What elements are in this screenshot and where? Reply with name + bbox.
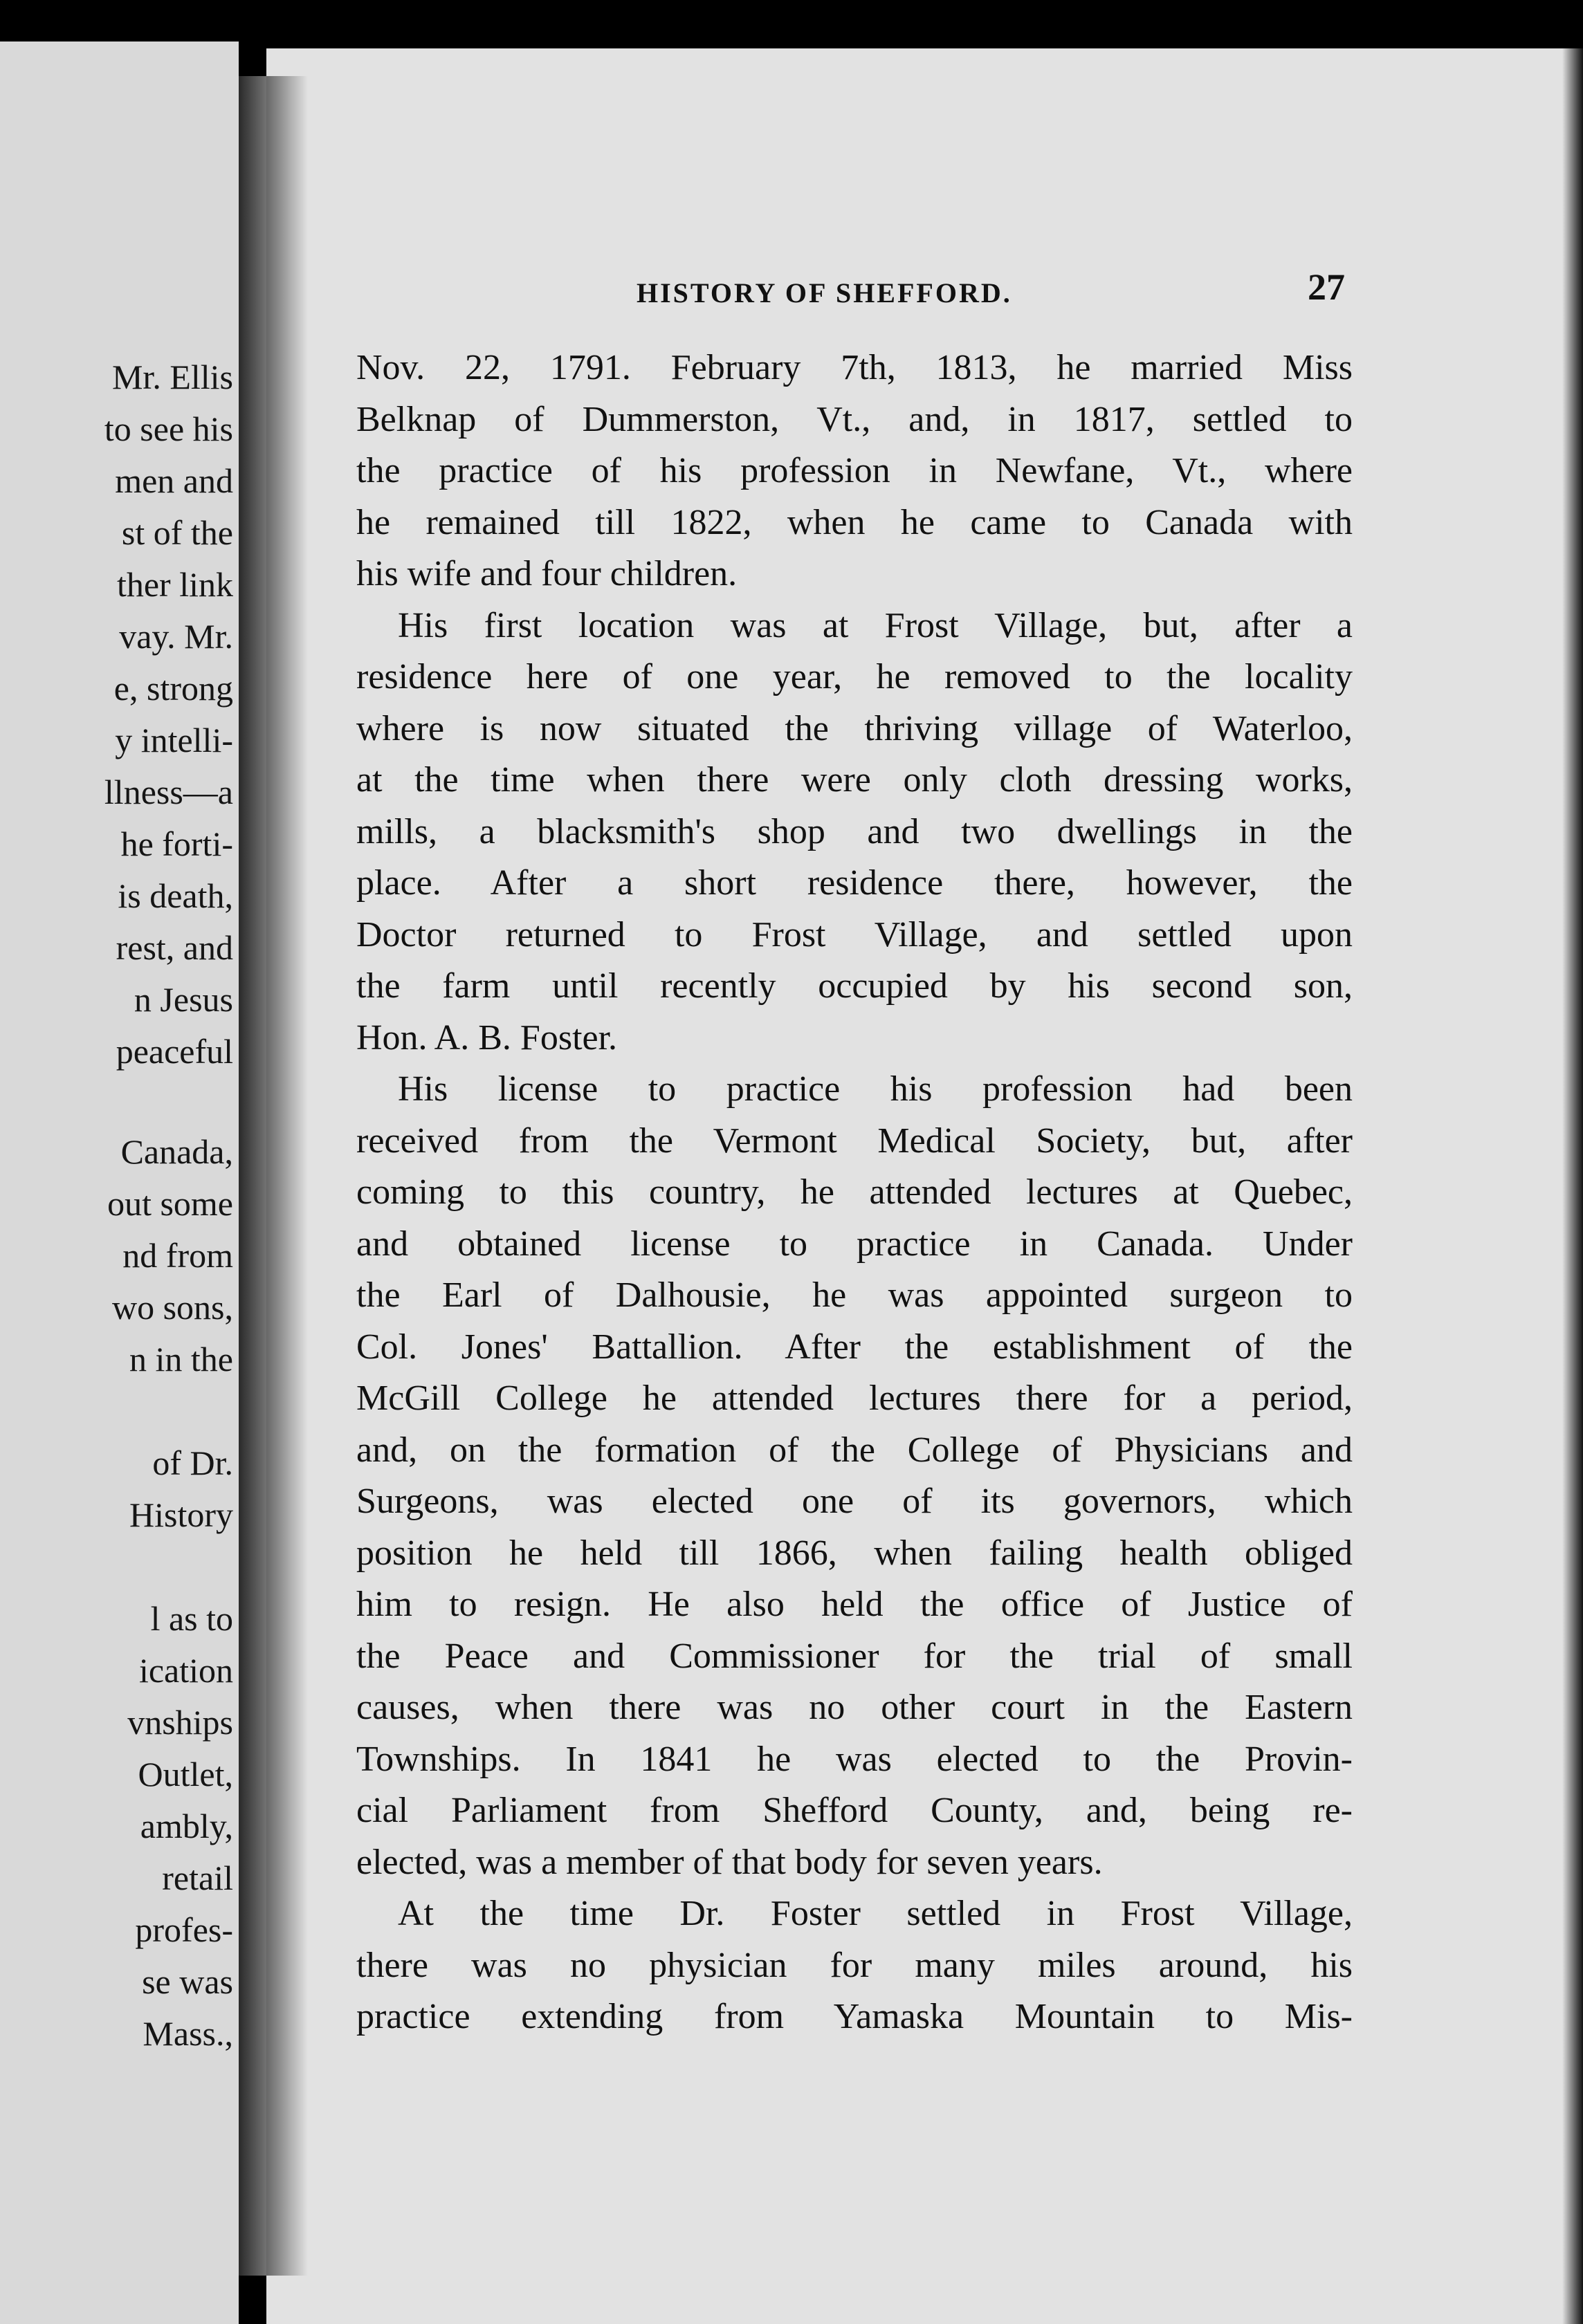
left-page-fragment: se was	[142, 1962, 233, 2001]
text-line: and obtained license to practice in Canada. Under	[356, 1224, 1353, 1264]
text-line: At the time Dr. Foster settled in Frost Village,	[398, 1894, 1353, 1933]
text-line: cial Parliament from Shefford County, and, being re-	[356, 1791, 1353, 1830]
text-line: he remained till 1822, when he came to Canada with	[356, 502, 1353, 542]
page-fold-shadow	[266, 76, 308, 2276]
left-page-fragment: to see his	[104, 409, 233, 448]
text-line: Col. Jones' Battallion. After the establishment of the	[356, 1327, 1353, 1367]
left-page-fragment: retail	[162, 1859, 233, 1897]
left-page-fragment: men and	[115, 461, 233, 500]
left-page-fragment: Canada,	[120, 1132, 233, 1171]
text-line: place. After a short residence there, however, the	[356, 863, 1353, 903]
left-page-fragment: Outlet,	[138, 1755, 233, 1793]
left-page-fragment: History	[129, 1495, 233, 1534]
left-page-fragment: st of the	[121, 513, 233, 552]
text-line: Townships. In 1841 he was elected to the Provin-	[356, 1739, 1353, 1779]
left-page-fragment: profes-	[135, 1910, 233, 1949]
left-page-fragment: out some	[107, 1184, 233, 1223]
body-text	[356, 342, 1353, 2043]
text-line: McGill College he attended lectures there for a period,	[356, 1378, 1353, 1418]
left-page-fragment: y intelli-	[115, 721, 233, 759]
text-line: Belknap of Dummerston, Vt., and, in 1817, settled to	[356, 399, 1353, 439]
text-line: him to resign. He also held the office of Justice of	[356, 1585, 1353, 1624]
text-line: Nov. 22, 1791. February 7th, 1813, he married Miss	[356, 348, 1353, 387]
text-line: His license to practice his profession had been	[398, 1069, 1353, 1109]
left-page-fragment: n Jesus	[134, 980, 233, 1019]
left-page-fragment: vay. Mr.	[119, 617, 233, 656]
text-line: residence here of one year, he removed to the locality	[356, 657, 1353, 697]
page-number: 27	[1308, 266, 1345, 308]
left-facing-page	[0, 42, 239, 2324]
text-line: the farm until recently occupied by his second son,	[356, 966, 1353, 1006]
left-page-fragment: e, strong	[113, 669, 233, 708]
text-line: the Earl of Dalhousie, he was appointed surgeon to	[356, 1275, 1353, 1315]
left-page-fragment: nd from	[122, 1236, 233, 1275]
text-line: at the time when there were only cloth dressing works,	[356, 760, 1353, 800]
left-page-fragment: n in the	[129, 1340, 233, 1378]
left-page-fragment: peaceful	[116, 1032, 233, 1071]
text-line: practice extending from Yamaska Mountain to Mis-	[356, 1997, 1353, 2036]
text-line: Hon. A. B. Foster.	[356, 1017, 618, 1058]
left-page-fragment: ication	[138, 1651, 233, 1690]
left-page-fragment: vnships	[127, 1703, 233, 1742]
running-head: HISTORY OF SHEFFORD.	[637, 277, 1012, 308]
left-page-fragment: l as to	[150, 1599, 233, 1638]
left-page-fragment: Mr. Ellis	[111, 358, 233, 396]
left-page-fragment: wo sons,	[111, 1288, 233, 1327]
text-line: coming to this country, he attended lectures at Quebec,	[356, 1172, 1353, 1212]
left-page-fragment: he forti-	[120, 824, 233, 863]
text-line: received from the Vermont Medical Society, but, after	[356, 1120, 1353, 1161]
text-line: there was no physician for many miles around, his	[356, 1945, 1353, 1985]
text-line: Surgeons, was elected one of its governors, which	[356, 1482, 1353, 1521]
text-line: the Peace and Commissioner for the trial of small	[356, 1636, 1353, 1676]
text-line: causes, when there was no other court in the Eastern	[356, 1688, 1353, 1727]
text-line: and, on the formation of the College of Physicians and	[356, 1430, 1353, 1470]
left-page-fragment: of Dr.	[152, 1444, 233, 1482]
page-edge-shadow	[1562, 48, 1583, 2324]
text-line: the practice of his profession in Newfane, Vt., where	[356, 451, 1353, 490]
left-page-fragment: Mass.,	[143, 2014, 233, 2053]
text-line: position he held till 1866, when failing health obliged	[356, 1533, 1353, 1573]
text-line: elected, was a member of that body for seven years.	[356, 1842, 1103, 1882]
text-line: mills, a blacksmith's shop and two dwellings in the	[356, 811, 1353, 851]
left-page-fragment: is death,	[118, 876, 233, 915]
left-page-fragment: rest, and	[116, 928, 233, 967]
text-line: His first location was at Frost Village, but, after a	[398, 605, 1353, 645]
left-page-fragment: llness—a	[104, 773, 233, 811]
left-page-fragment: ambly,	[140, 1807, 233, 1845]
text-line: where is now situated the thriving village of Waterloo,	[356, 708, 1353, 748]
text-line: his wife and four children.	[356, 554, 738, 593]
left-page-fragment: ther link	[116, 565, 233, 604]
text-line: Doctor returned to Frost Village, and settled upon	[356, 914, 1353, 954]
